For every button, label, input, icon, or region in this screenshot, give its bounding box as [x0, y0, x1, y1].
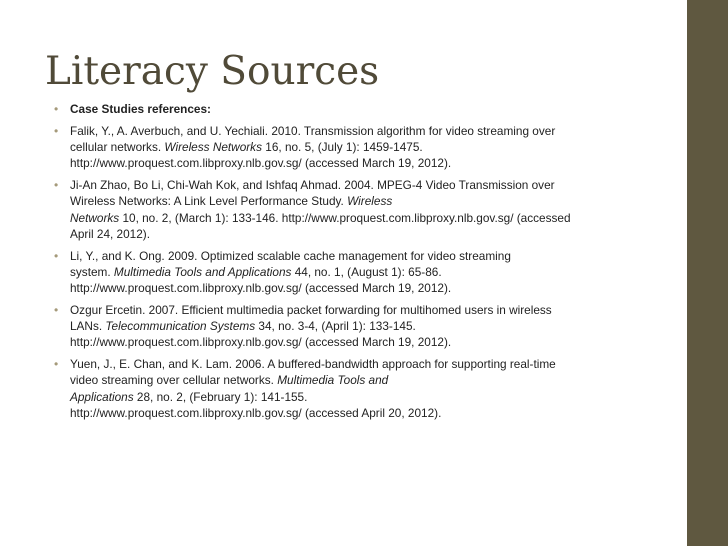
reference-heading-item: [52, 101, 642, 117]
reference-text: 34, no. 3-4, (April 1): 133-145.: [255, 319, 416, 334]
reference-text: video streaming over cellular networks.: [70, 373, 278, 388]
reference-url: http://www.proquest.com.libproxy.nlb.gov.sg/ (accessed March 19, 2012).: [70, 280, 452, 295]
bullet-icon: •: [54, 303, 59, 318]
reference-url: http://www.proquest.com.libproxy.nlb.gov.sg/ (accessed March 19, 2012).: [70, 156, 452, 171]
reference-item-ercetin: [52, 302, 642, 350]
reference-line: [70, 139, 642, 155]
reference-item-yuen: [52, 356, 642, 420]
bullet-icon: •: [54, 178, 59, 193]
journal-title: Applications: [70, 389, 134, 404]
reference-item-falik: [52, 123, 642, 171]
reference-list: [52, 101, 642, 427]
reference-line: Ozgur Ercetin. 2007. Efficient multimedia packet forwarding for multihomed users in wireless: [70, 303, 552, 318]
reference-line: [70, 318, 642, 334]
journal-title: Networks: [70, 210, 120, 225]
reference-text: system.: [70, 264, 114, 279]
reference-line: [70, 193, 642, 209]
journal-title: Telecommunication Systems: [105, 319, 256, 334]
bullet-icon: •: [54, 248, 59, 263]
reference-line: Li, Y., and K. Ong. 2009. Optimized scalable cache management for video streaming: [70, 248, 511, 263]
reference-text: LANs.: [70, 319, 106, 334]
journal-title: Multimedia Tools and Applications: [113, 264, 292, 279]
bullet-icon: •: [54, 357, 59, 372]
reference-line: Ji-An Zhao, Bo Li, Chi-Wah Kok, and Ishfaq Ahmad. 2004. MPEG-4 Video Transmission over: [70, 178, 555, 193]
reference-url: http://www.proquest.com.libproxy.nlb.gov.sg/ (accessed April 20, 2012).: [70, 405, 442, 420]
reference-text: 16, no. 5, (July 1): 1459-1475.: [261, 140, 423, 155]
journal-title: Wireless Networks: [164, 140, 262, 155]
bullet-icon: •: [54, 102, 59, 116]
reference-item-zhao: [52, 177, 642, 241]
reference-text: 10, no. 2, (March 1): 133-146. http://www.proquest.com.libproxy.nlb.gov.sg/ (accessed: [119, 210, 571, 225]
reference-line: [70, 264, 642, 280]
reference-url: http://www.proquest.com.libproxy.nlb.gov.sg/ (accessed March 19, 2012).: [70, 335, 452, 350]
reference-heading: Case Studies references:: [70, 102, 211, 116]
reference-line: [70, 389, 642, 405]
reference-line: [70, 210, 642, 226]
bullet-icon: •: [54, 124, 59, 139]
reference-text: Wireless Networks: A Link Level Performance Study.: [70, 194, 348, 209]
accent-side-bar: [687, 0, 728, 546]
journal-title: Wireless: [347, 194, 393, 209]
journal-title: Multimedia Tools and: [277, 373, 389, 388]
reference-text: 28, no. 2, (February 1): 141-155.: [133, 389, 308, 404]
reference-line: [70, 372, 642, 388]
reference-item-li: [52, 248, 642, 296]
reference-line: April 24, 2012).: [70, 226, 151, 241]
reference-text: cellular networks.: [70, 140, 165, 155]
reference-text: 44, no. 1, (August 1): 65-86.: [291, 264, 442, 279]
reference-line: Falik, Y., A. Averbuch, and U. Yechiali. 2010. Transmission algorithm for video streaming over: [70, 124, 556, 139]
reference-line: Yuen, J., E. Chan, and K. Lam. 2006. A buffered-bandwidth approach for supporting real-time: [70, 357, 556, 372]
slide-title: Literacy Sources: [45, 49, 380, 94]
